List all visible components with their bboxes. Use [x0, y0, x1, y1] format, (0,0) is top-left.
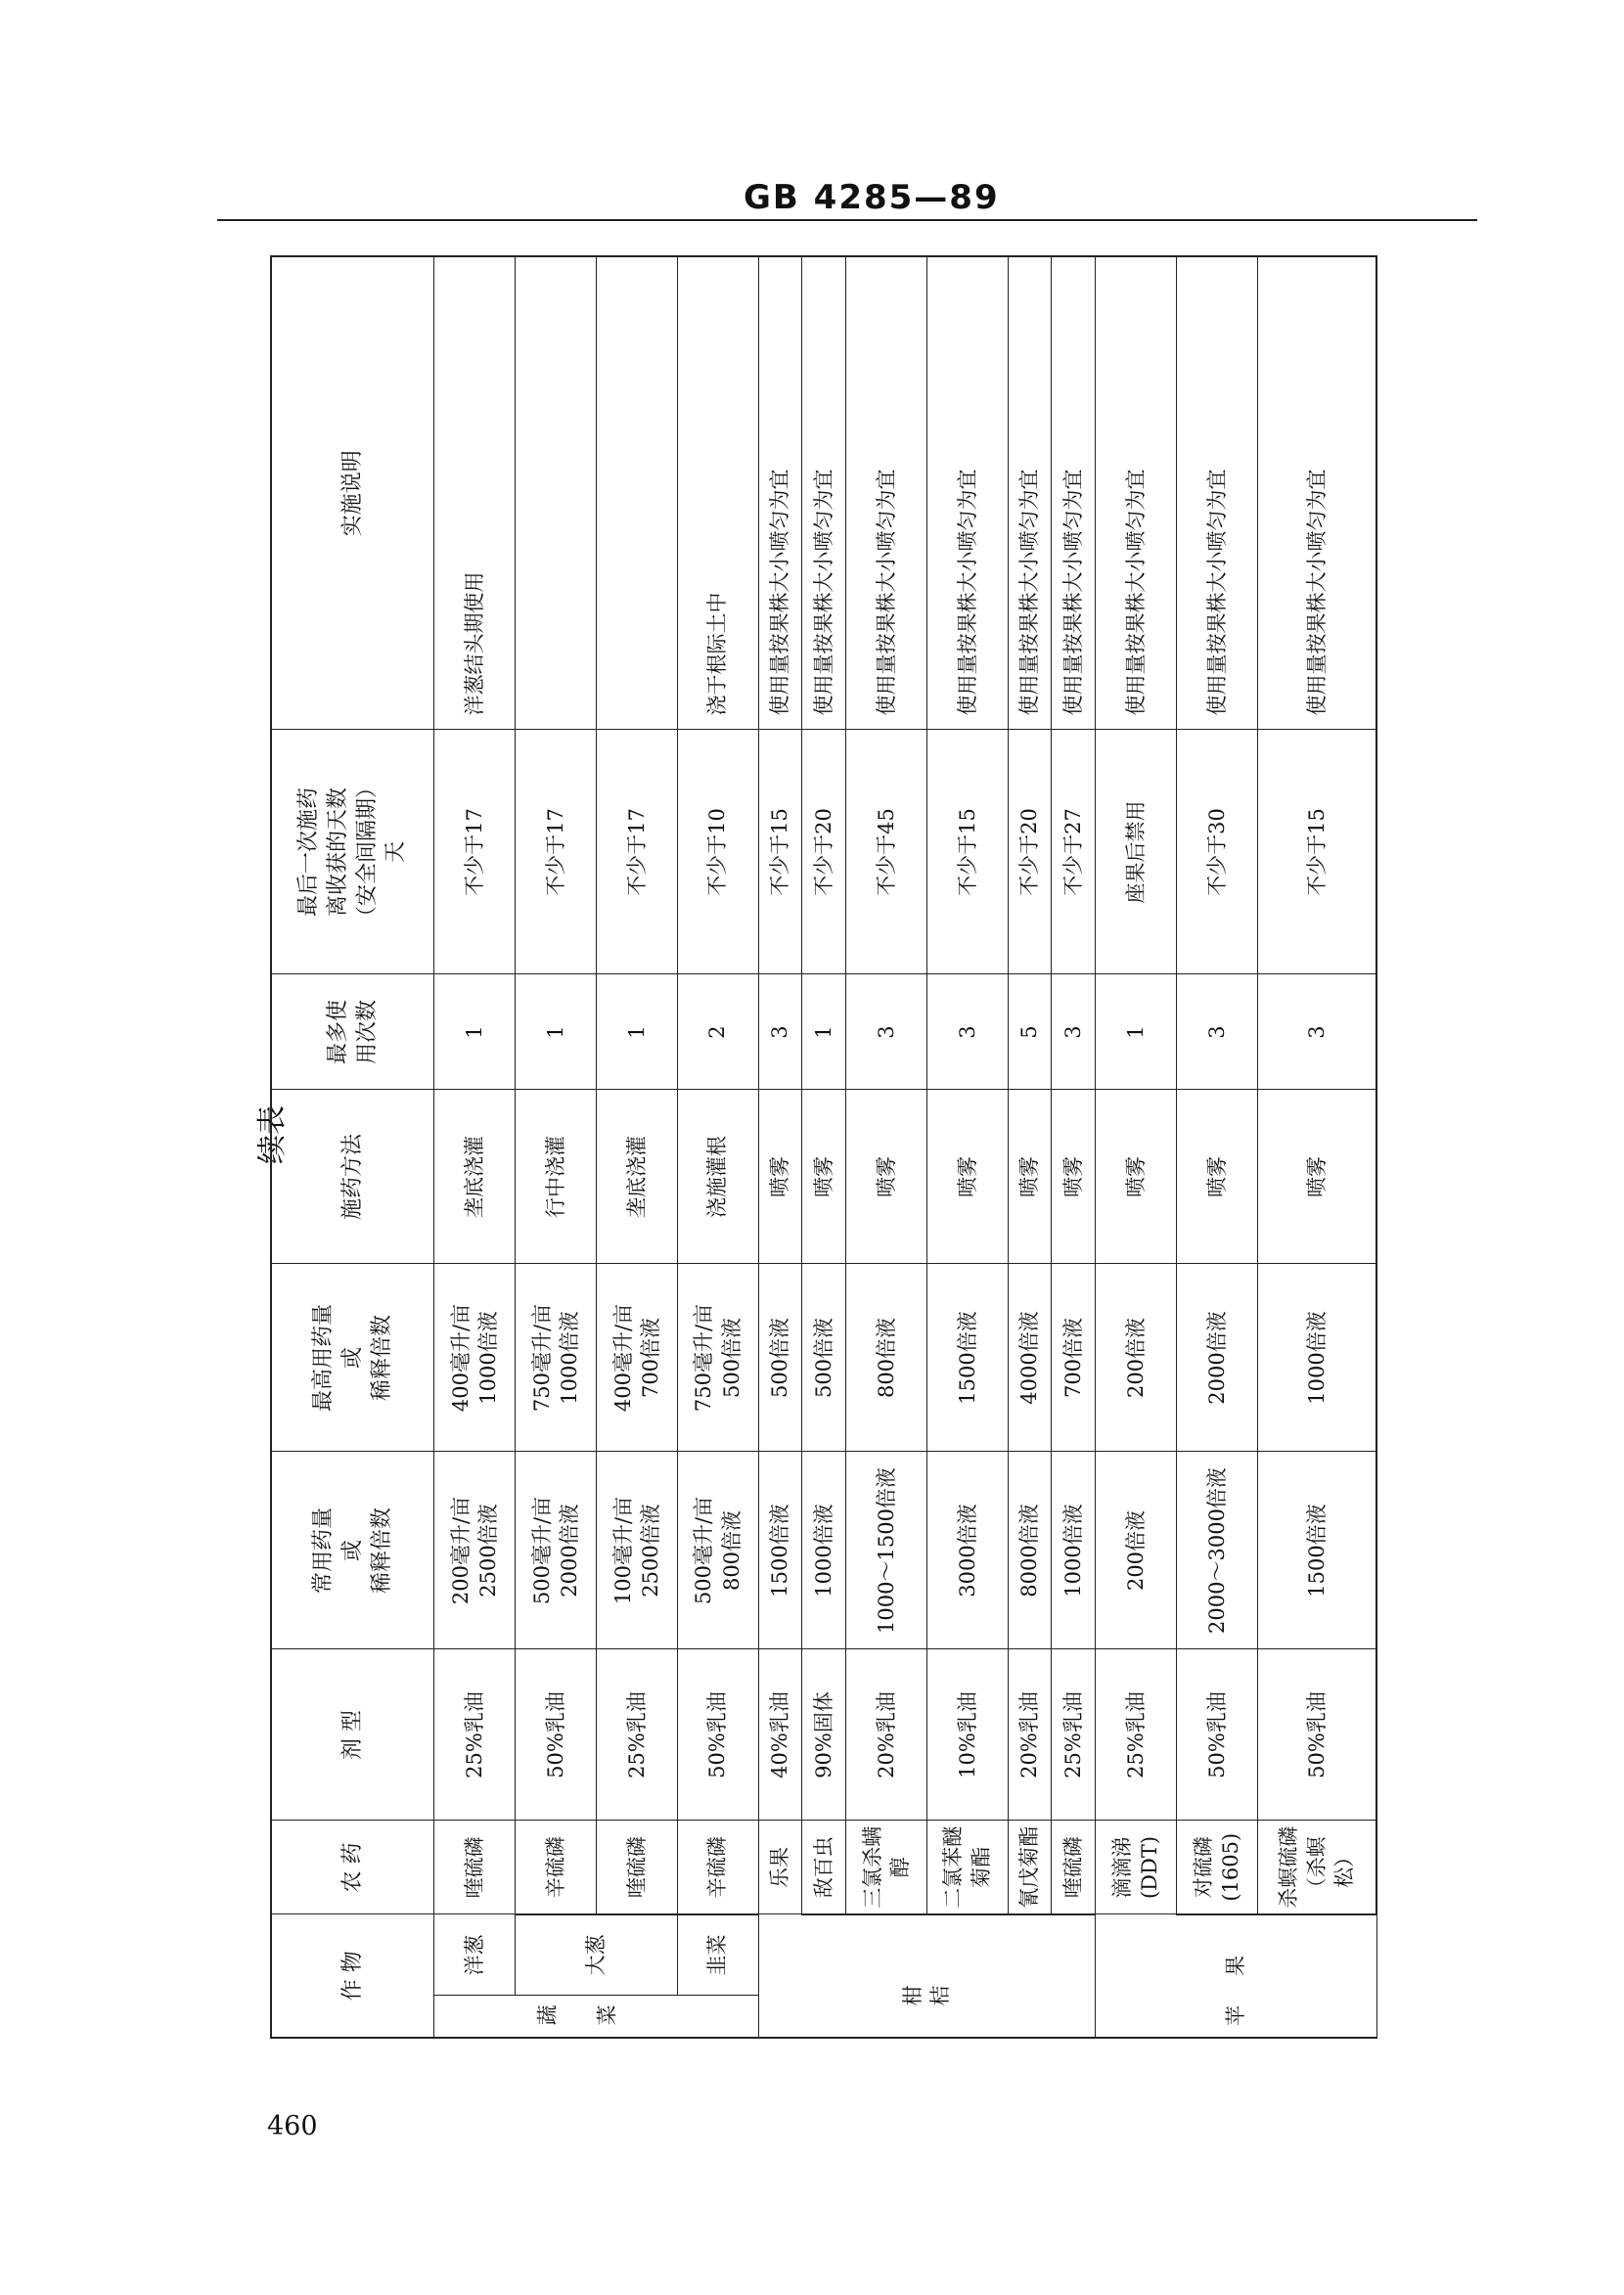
max-dose-cell	[926, 1264, 1008, 1452]
pesticide-cell: 喹硫磷	[596, 1821, 677, 1914]
table-row	[677, 256, 758, 2038]
common-dose-cell-line: 800倍液	[719, 1509, 744, 1592]
common-dose-cell-line: 100毫升/亩	[610, 1496, 635, 1605]
form-cell: 50%乳油	[677, 1649, 758, 1821]
interval-cell: 不少于17	[516, 730, 597, 974]
note-cell: 使用量按果株大小喷匀为宜	[846, 256, 927, 730]
method-cell: 喷雾	[1008, 1090, 1052, 1264]
pesticide-cell-line: 杀螟硫磷	[1277, 1825, 1301, 1909]
common-dose-cell	[596, 1452, 677, 1649]
common-dose-cell	[802, 1452, 846, 1649]
common-dose-cell	[758, 1452, 802, 1649]
note-cell: 浇于根际土中	[677, 256, 758, 730]
table-row	[1257, 256, 1376, 2038]
col-header-note: 实施说明	[271, 256, 434, 730]
max-dose-cell-line: 800倍液	[874, 1317, 898, 1399]
col-header-line: 最多使	[325, 1000, 350, 1065]
crop-leek: 韭菜	[705, 1934, 730, 1976]
col-header-max-dose	[271, 1264, 434, 1452]
max-dose-cell-line: 750毫升/亩	[692, 1303, 716, 1413]
max-times-cell: 3	[1257, 974, 1376, 1090]
max-dose-cell-line: 400毫升/亩	[610, 1303, 635, 1413]
form-cell: 20%乳油	[1008, 1649, 1052, 1821]
max-dose-cell	[1052, 1264, 1096, 1452]
col-header-interval	[271, 730, 434, 974]
common-dose-cell	[1008, 1452, 1052, 1649]
pesticide-cell	[1257, 1821, 1376, 1914]
max-dose-cell-line: 1000倍液	[558, 1311, 582, 1405]
common-dose-cell-line: 1000倍液	[1061, 1504, 1086, 1598]
method-cell: 喷雾	[1052, 1090, 1096, 1264]
pesticide-cell: 喹硫磷	[434, 1821, 516, 1914]
form-cell: 25%乳油	[434, 1649, 516, 1821]
max-dose-cell-line: 2000倍液	[1204, 1311, 1229, 1405]
max-dose-cell-line: 200倍液	[1123, 1317, 1148, 1399]
note-cell: 使用量按果株大小喷匀为宜	[1177, 256, 1258, 730]
common-dose-cell-line: 1500倍液	[1304, 1504, 1329, 1598]
col-header-max-times	[271, 974, 434, 1090]
pesticide-cell: 滴滴涕(DDT)	[1096, 1821, 1177, 1914]
common-dose-cell-line: 1000倍液	[812, 1504, 836, 1598]
note-cell: 洋葱结头期使用	[434, 256, 516, 730]
method-cell: 喷雾	[1096, 1090, 1177, 1264]
max-dose-cell-line: 500倍液	[812, 1317, 836, 1399]
method-cell: 垄底浇灌	[596, 1090, 677, 1264]
max-dose-cell	[596, 1264, 677, 1452]
table-row	[926, 256, 1008, 2038]
col-header-line: （安全间隔期）	[354, 777, 380, 928]
max-times-cell: 1	[1096, 974, 1177, 1090]
max-times-cell: 2	[677, 974, 758, 1090]
col-header-line: 稀释倍数	[369, 1508, 394, 1595]
max-times-cell: 3	[1177, 974, 1258, 1090]
col-header-line: 稀释倍数	[369, 1315, 394, 1402]
max-dose-cell-line: 1500倍液	[955, 1311, 979, 1405]
method-cell: 行中浇灌	[516, 1090, 597, 1264]
max-times-cell: 1	[516, 974, 597, 1090]
common-dose-cell-line: 2500倍液	[638, 1504, 662, 1598]
col-header-line: 或	[339, 1347, 365, 1370]
table-row	[434, 256, 516, 2038]
pesticide-table	[270, 255, 1377, 2039]
form-cell: 50%乳油	[1257, 1649, 1376, 1821]
note-cell	[516, 256, 597, 730]
col-header-line: 最后一次施药	[296, 788, 322, 918]
form-cell: 10%乳油	[926, 1649, 1008, 1821]
col-header-line: 天	[383, 841, 409, 864]
interval-cell: 不少于10	[677, 730, 758, 974]
note-cell: 使用量按果株大小喷匀为宜	[1008, 256, 1052, 730]
interval-cell: 不少于15	[758, 730, 802, 974]
col-header-line: 或	[339, 1540, 365, 1562]
note-cell	[596, 256, 677, 730]
method-cell: 垄底浇灌	[434, 1090, 516, 1264]
common-dose-cell	[1257, 1452, 1376, 1649]
max-times-cell: 3	[846, 974, 927, 1090]
table-row	[802, 256, 846, 2038]
col-header-method: 施药方法	[271, 1090, 434, 1264]
pesticide-cell: 二氯苯醚菊酯	[926, 1821, 1008, 1914]
max-dose-cell-line: 500倍液	[719, 1317, 744, 1399]
common-dose-cell-line: 3000倍液	[955, 1504, 979, 1598]
header-rule	[217, 219, 1477, 221]
crop-group-inner	[434, 1915, 757, 2037]
pesticide-cell: 对硫磷(1605)	[1177, 1821, 1258, 1914]
method-cell: 喷雾	[1177, 1090, 1258, 1264]
table-row	[758, 256, 802, 2038]
interval-cell: 不少于45	[846, 730, 927, 974]
col-header-common-dose	[271, 1452, 434, 1649]
table-row	[1177, 256, 1258, 2038]
page-number: 460	[267, 2111, 318, 2141]
common-dose-cell	[1052, 1452, 1096, 1649]
note-cell: 使用量按果株大小喷匀为宜	[1096, 256, 1177, 730]
common-dose-cell	[1177, 1452, 1258, 1649]
common-dose-cell-line: 500毫升/亩	[692, 1496, 716, 1605]
max-dose-cell-line: 1000倍液	[476, 1311, 501, 1405]
pesticide-cell: 辛硫磷	[677, 1821, 758, 1914]
interval-cell: 不少于27	[1052, 730, 1096, 974]
max-times-cell: 1	[434, 974, 516, 1090]
common-dose-cell	[677, 1452, 758, 1649]
crop-onion: 洋葱	[434, 1915, 516, 1995]
table-container	[270, 257, 1377, 2039]
max-dose-cell-line: 4000倍液	[1017, 1311, 1042, 1405]
header-row	[271, 256, 434, 2038]
col-header-line: 离收获的天数	[325, 788, 350, 918]
interval-cell: 不少于15	[926, 730, 1008, 974]
note-cell: 使用量按果株大小喷匀为宜	[802, 256, 846, 730]
interval-cell: 不少于17	[596, 730, 677, 974]
continued-label: 续表	[255, 1105, 290, 1164]
crop-group-vegetable	[434, 1914, 758, 2038]
crop-scallion: 大葱	[516, 1915, 677, 1995]
common-dose-cell-line: 2500倍液	[476, 1504, 501, 1598]
col-header-form: 剂 型	[271, 1649, 434, 1821]
note-cell: 使用量按果株大小喷匀为宜	[1052, 256, 1096, 730]
form-cell: 25%乳油	[1052, 1649, 1096, 1821]
crop-subcol	[434, 1915, 757, 1996]
common-dose-cell	[1096, 1452, 1177, 1649]
common-dose-cell-line: 500毫升/亩	[529, 1496, 554, 1605]
crop-group-apple: 苹果	[1096, 1914, 1376, 2038]
method-cell: 喷雾	[926, 1090, 1008, 1264]
method-cell: 喷雾	[758, 1090, 802, 1264]
table-row	[1008, 256, 1052, 2038]
common-dose-cell	[516, 1452, 597, 1649]
max-dose-cell	[802, 1264, 846, 1452]
interval-cell: 不少于30	[1177, 730, 1258, 974]
table-row	[516, 256, 597, 2038]
interval-cell: 座果后禁用	[1096, 730, 1177, 974]
max-times-cell: 1	[596, 974, 677, 1090]
max-dose-cell-line: 500倍液	[768, 1317, 792, 1399]
common-dose-cell	[434, 1452, 516, 1649]
max-dose-cell-line: 700倍液	[638, 1317, 662, 1399]
max-dose-cell-line: 1000倍液	[1304, 1311, 1329, 1405]
max-dose-cell-line: 400毫升/亩	[448, 1303, 473, 1413]
method-cell: 喷雾	[1257, 1090, 1376, 1264]
common-dose-cell-line: 1000～1500倍液	[874, 1467, 898, 1634]
form-cell: 25%乳油	[1096, 1649, 1177, 1821]
common-dose-cell-line: 1500倍液	[768, 1504, 792, 1598]
max-dose-cell	[1177, 1264, 1258, 1452]
note-cell: 使用量按果株大小喷匀为宜	[926, 256, 1008, 730]
common-dose-cell	[846, 1452, 927, 1649]
group-label-vegetable: 蔬菜	[536, 2003, 656, 2028]
common-dose-cell-line: 2000～3000倍液	[1204, 1467, 1229, 1634]
common-dose-cell-line: 200毫升/亩	[448, 1496, 473, 1605]
max-dose-cell	[758, 1264, 802, 1452]
max-dose-cell	[846, 1264, 927, 1452]
max-times-cell: 5	[1008, 974, 1052, 1090]
common-dose-cell-line: 200倍液	[1123, 1509, 1148, 1592]
col-header-line: 最高用药量	[311, 1304, 337, 1413]
pesticide-cell: 辛硫磷	[516, 1821, 597, 1914]
table-row	[596, 256, 677, 2038]
common-dose-cell	[926, 1452, 1008, 1649]
max-times-cell: 3	[926, 974, 1008, 1090]
table-row	[846, 256, 927, 2038]
max-dose-cell	[1096, 1264, 1177, 1452]
form-cell: 40%乳油	[758, 1649, 802, 1821]
max-times-cell: 3	[758, 974, 802, 1090]
max-dose-cell-line: 700倍液	[1061, 1317, 1086, 1399]
max-dose-cell	[1257, 1264, 1376, 1452]
form-cell: 90%固体	[802, 1649, 846, 1821]
pesticide-cell: 敌百虫	[802, 1821, 846, 1914]
crop-group-citrus: 柑桔	[758, 1914, 1096, 2038]
interval-cell: 不少于20	[802, 730, 846, 974]
method-cell: 喷雾	[846, 1090, 927, 1264]
form-cell: 50%乳油	[1177, 1649, 1258, 1821]
table-row	[1096, 256, 1177, 2038]
pesticide-cell: 氰戊菊酯	[1008, 1821, 1052, 1914]
pesticide-cell: 乐果	[758, 1821, 802, 1914]
interval-cell: 不少于17	[434, 730, 516, 974]
note-cell: 使用量按果株大小喷匀为宜	[758, 256, 802, 730]
form-cell: 20%乳油	[846, 1649, 927, 1821]
max-dose-cell	[677, 1264, 758, 1452]
interval-cell: 不少于15	[1257, 730, 1376, 974]
pesticide-cell: 喹硫磷	[1052, 1821, 1096, 1914]
form-cell: 25%乳油	[596, 1649, 677, 1821]
note-cell: 使用量按果株大小喷匀为宜	[1257, 256, 1376, 730]
col-header-pesticide: 农 药	[271, 1821, 434, 1914]
common-dose-cell-line: 2000倍液	[558, 1504, 582, 1598]
interval-cell: 不少于20	[1008, 730, 1052, 974]
standard-code: GB 4285—89	[744, 178, 1000, 217]
method-cell: 喷雾	[802, 1090, 846, 1264]
max-times-cell: 3	[1052, 974, 1096, 1090]
col-header-crop: 作 物	[271, 1914, 434, 2038]
method-cell: 浇施灌根	[677, 1090, 758, 1264]
col-header-line: 常用药量	[311, 1508, 337, 1595]
max-dose-cell	[516, 1264, 597, 1452]
pesticide-cell: 三氯杀螨醇	[846, 1821, 927, 1914]
max-dose-cell	[434, 1264, 516, 1452]
table-row	[1052, 256, 1096, 2038]
max-times-cell: 1	[802, 974, 846, 1090]
max-dose-cell-line: 750毫升/亩	[529, 1303, 554, 1413]
max-dose-cell	[1008, 1264, 1052, 1452]
form-cell: 50%乳油	[516, 1649, 597, 1821]
common-dose-cell-line: 8000倍液	[1017, 1504, 1042, 1598]
col-header-line: 用次数	[354, 1000, 380, 1065]
pesticide-cell-line: （杀螟松）	[1304, 1836, 1357, 1899]
